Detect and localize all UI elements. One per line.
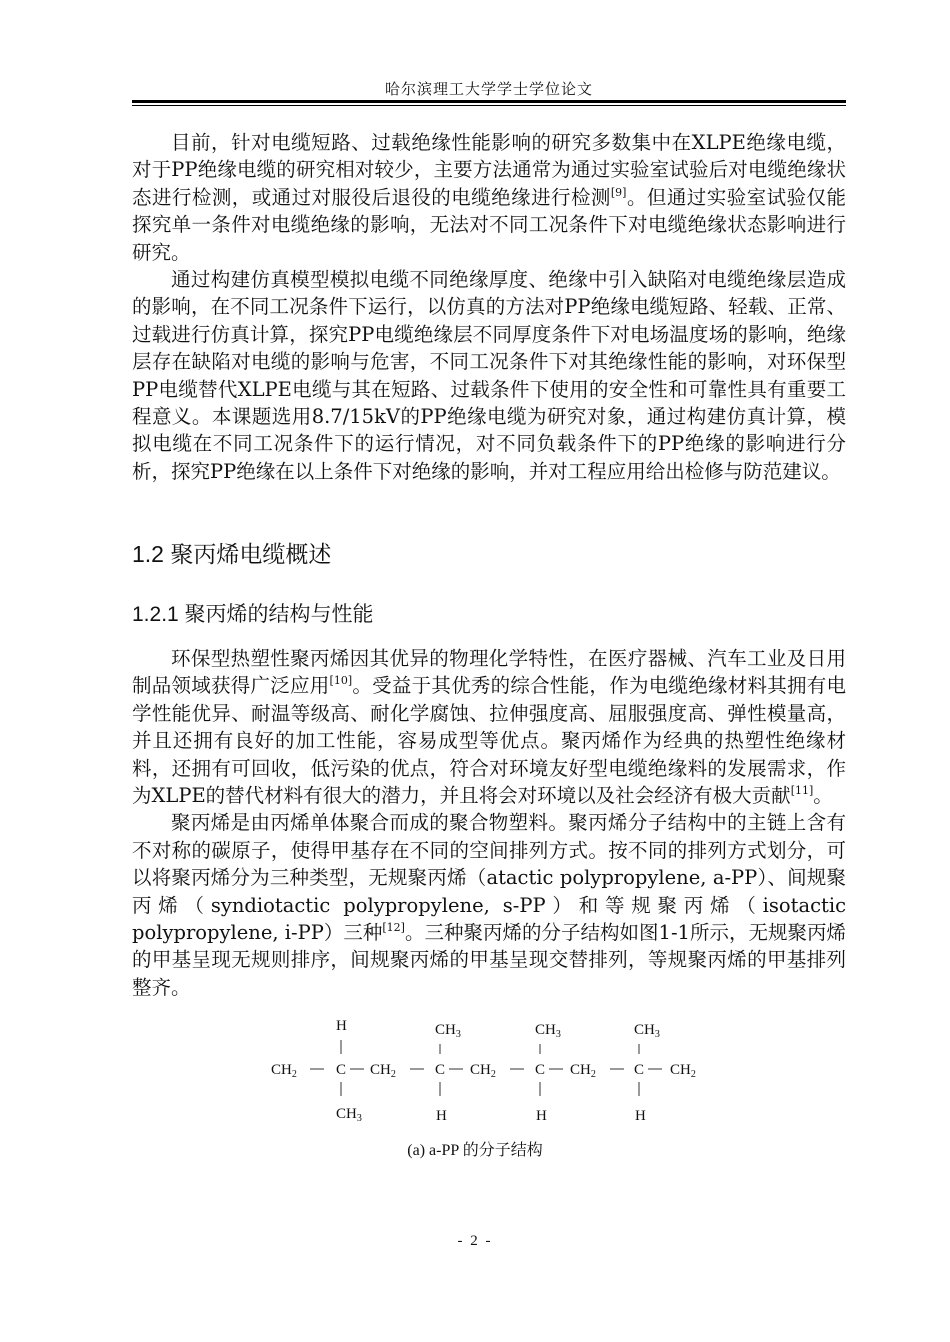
backbone-c-2: C bbox=[435, 1062, 446, 1078]
methyl-bottom-1: $CH_3$ bbox=[336, 1106, 362, 1124]
methyl-top-4: $CH_3$ bbox=[634, 1022, 660, 1040]
citation-12: [12] bbox=[382, 921, 405, 935]
h-bottom-3: H bbox=[536, 1108, 547, 1124]
backbone-ch2-4: $CH_2$ bbox=[570, 1062, 596, 1080]
citation-10: [10] bbox=[329, 674, 353, 688]
paragraph-3: 环保型热塑性聚丙烯因其优异的物理化学特性，在医疗器械、汽车工业及日用制品领域获得广泛应用[10]。受益于其优秀的综合性能，作为电缆绝缘材料其拥有电学性能优异、耐温等级高、耐化学腐蚀、拉伸强度高、屈服强度高、弹性模量高，并且还拥有良好的加工性能，容易成型等优点。聚丙烯作为经典的热塑性绝缘材料，还拥有可回收，低污染的优点，符合对环境友好型电缆绝缘料的发展需求，作为XLPE的替代材料有很大的潜力，并且将会对环境以及社会经济有极大贡献[11]。 bbox=[132, 647, 846, 808]
figure-caption: (a) a-PP 的分子结构 bbox=[407, 1142, 543, 1159]
a-pp-molecular-structure bbox=[260, 1012, 720, 1132]
h-bottom-2: H bbox=[436, 1108, 447, 1124]
structure-block bbox=[132, 645, 846, 1001]
h-bottom-4: H bbox=[635, 1108, 646, 1124]
paragraph-2: 通过构建仿真模型模拟电缆不同绝缘厚度、绝缘中引入缺陷对电缆绝缘层造成的影响，在不同工况条件下运行，以仿真的方法对PP绝缘电缆短路、轻载、正常、过载进行仿真计算，探究PP电缆绝缘层不同厚度条件下对电场温度场的影响，绝缘层存在缺陷对电缆的影响与危害，不同工况条件下对其绝缘性能的影响，对环保型PP电缆替代XLPE电缆与其在短路、过载条件下使用的安全性和可靠性具有重要工程意义。本课题选用8.7/15kV的PP绝缘电缆为研究对象，通过构建仿真计算，模拟电缆在不同工况条件下的运行情况，对不同负载条件下的PP绝缘的影响进行分析，探究PP绝缘在以上条件下对绝缘的影响，并对工程应用给出检修与防范建议。 bbox=[132, 268, 846, 483]
backbone-c-4: C bbox=[634, 1062, 645, 1078]
header-rule-thick bbox=[132, 100, 846, 103]
methyl-top-2: $CH_3$ bbox=[435, 1022, 461, 1040]
paragraph-4: 聚丙烯是由丙烯单体聚合而成的聚合物塑料。聚丙烯分子结构中的主链上含有不对称的碳原子，使得甲基存在不同的空间排列方式。按不同的排列方式划分，可以将聚丙烯分为三种类型，无规聚丙烯（atactic polypropylene, a-PP）、间规聚丙烯（syndiotactic polypropylene, s-PP）和等规聚丙烯（isotactic polypropylene, i-PP）三种[12]。三种聚丙烯的分子结构如图1-1所示，无规聚丙烯的甲基呈现无规则排序，间规聚丙烯的甲基呈现交替排列，等规聚丙烯的甲基排列整齐。 bbox=[132, 811, 847, 999]
backbone-ch2-2: $CH_2$ bbox=[370, 1062, 396, 1080]
running-header: 哈尔滨理工大学学士学位论文 bbox=[384, 80, 593, 98]
methyl-h-top-1: H bbox=[336, 1018, 347, 1034]
backbone-c-1: C bbox=[336, 1062, 347, 1078]
citation-9: [9] bbox=[610, 185, 627, 199]
citation-11: [11] bbox=[790, 784, 814, 798]
paragraph-1: 目前，针对电缆短路、过载绝缘性能影响的研究多数集中在XLPE绝缘电缆，对于PP绝缘电缆的研究相对较少，主要方法通常为通过实验室试验后对电缆绝缘状态进行检测，或通过对服役后退役的电缆绝缘进行检测[9]。但通过实验室试验仅能探究单一条件对电缆绝缘的影响，无法对不同工况条件下对电缆绝缘状态影响进行研究。 bbox=[132, 131, 846, 264]
page-number: - 2 - bbox=[457, 1233, 493, 1249]
backbone-ch2-5: $CH_2$ bbox=[670, 1062, 696, 1080]
backbone-ch2-1: $CH_2$ bbox=[271, 1062, 297, 1080]
backbone-ch2-3: $CH_2$ bbox=[470, 1062, 496, 1080]
section-heading: 1.2 聚丙烯电缆概述 bbox=[132, 541, 332, 567]
backbone-c-3: C bbox=[535, 1062, 546, 1078]
header-rule-thin bbox=[132, 105, 846, 106]
methyl-top-3: $CH_3$ bbox=[535, 1022, 561, 1040]
subsection-heading: 1.2.1 聚丙烯的结构与性能 bbox=[132, 603, 374, 626]
intro-block bbox=[132, 129, 846, 485]
